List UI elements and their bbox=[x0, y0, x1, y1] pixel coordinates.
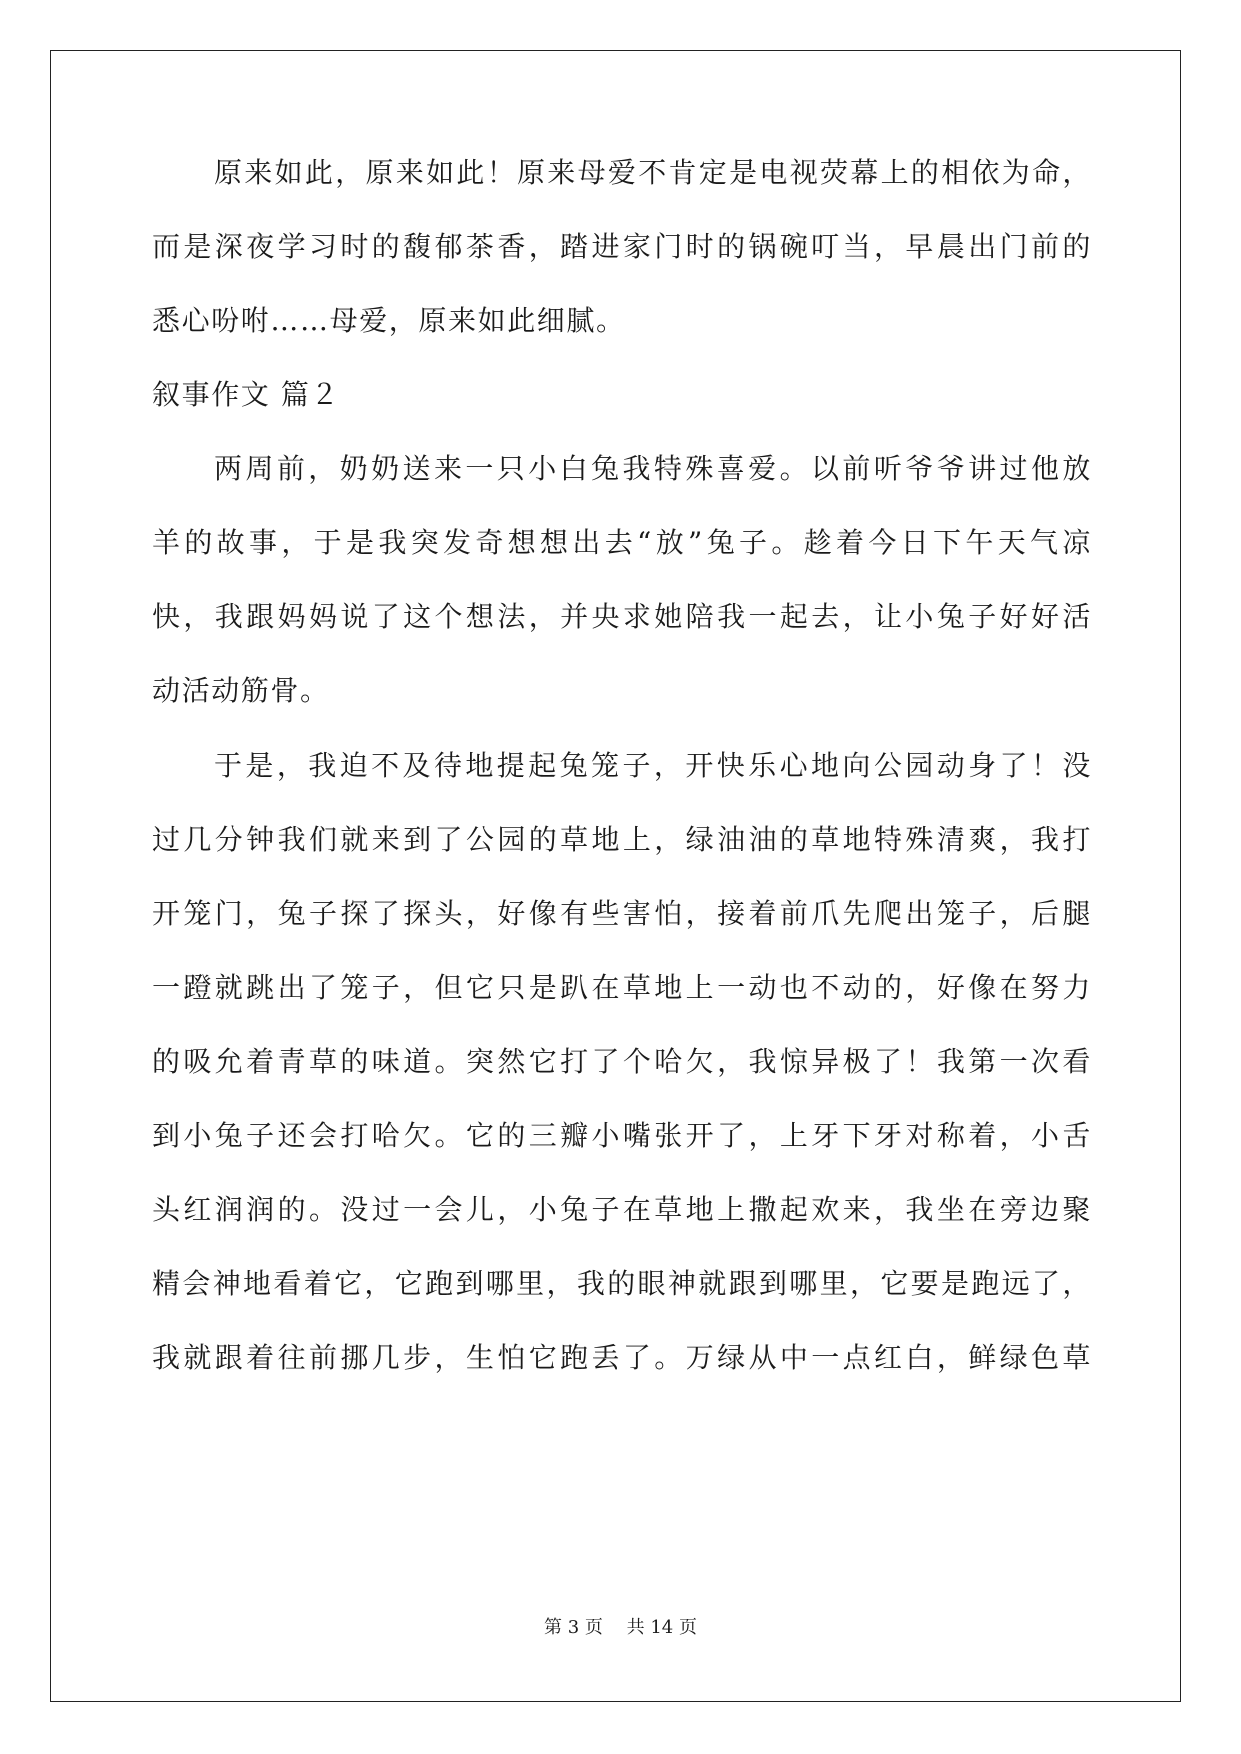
paragraph-2-line-3: 快，我跟妈妈说了这个想法，并央求她陪我一起去，让小兔子好好活 bbox=[152, 600, 1092, 633]
paragraph-1-line-2: 而是深夜学习时的馥郁茶香，踏进家门时的锅碗叮当，早晨出门前的 bbox=[152, 230, 1092, 263]
paragraph-3-line-7: 头红润润的。没过一会儿，小兔子在草地上撒起欢来，我坐在旁边聚 bbox=[152, 1193, 1092, 1226]
paragraph-3-line-1: 于是，我迫不及待地提起兔笼子，开快乐心地向公园动身了！没 bbox=[214, 749, 1092, 782]
paragraph-3-line-8: 精会神地看着它，它跑到哪里，我的眼神就跟到哪里，它要是跑远了， bbox=[152, 1267, 1092, 1300]
paragraph-1-line-3: 悉心吩咐……母爱，原来如此细腻。 bbox=[152, 304, 626, 337]
paragraph-3-line-9: 我就跟着往前挪几步，生怕它跑丢了。万绿从中一点红白，鲜绿色草 bbox=[152, 1341, 1092, 1374]
paragraph-2-line-4: 动活动筋骨。 bbox=[152, 674, 330, 707]
paragraph-3-line-6: 到小兔子还会打哈欠。它的三瓣小嘴张开了，上牙下牙对称着，小舌 bbox=[152, 1119, 1092, 1152]
paragraph-3-line-4: 一蹬就跳出了笼子，但它只是趴在草地上一动也不动的，好像在努力 bbox=[152, 971, 1092, 1004]
paragraph-2-line-2: 羊的故事，于是我突发奇想想出去“放”兔子。趁着今日下午天气凉 bbox=[152, 526, 1092, 559]
paragraph-3-line-2: 过几分钟我们就来到了公园的草地上，绿油油的草地特殊清爽，我打 bbox=[152, 823, 1092, 856]
section-heading: 叙事作文 篇２ bbox=[152, 378, 341, 411]
paragraph-3-line-3: 开笼门，兔子探了探头，好像有些害怕，接着前爪先爬出笼子，后腿 bbox=[152, 897, 1092, 930]
page-number-footer: 第 3 页 共 14 页 bbox=[544, 1617, 697, 1638]
page-border bbox=[50, 50, 1181, 1702]
paragraph-2-line-1: 两周前，奶奶送来一只小白兔我特殊喜爱。以前听爷爷讲过他放 bbox=[214, 452, 1092, 485]
paragraph-3-line-5: 的吸允着青草的味道。突然它打了个哈欠，我惊异极了！我第一次看 bbox=[152, 1045, 1092, 1078]
paragraph-1-line-1: 原来如此，原来如此！原来母爱不肯定是电视荧幕上的相依为命， bbox=[214, 156, 1092, 189]
